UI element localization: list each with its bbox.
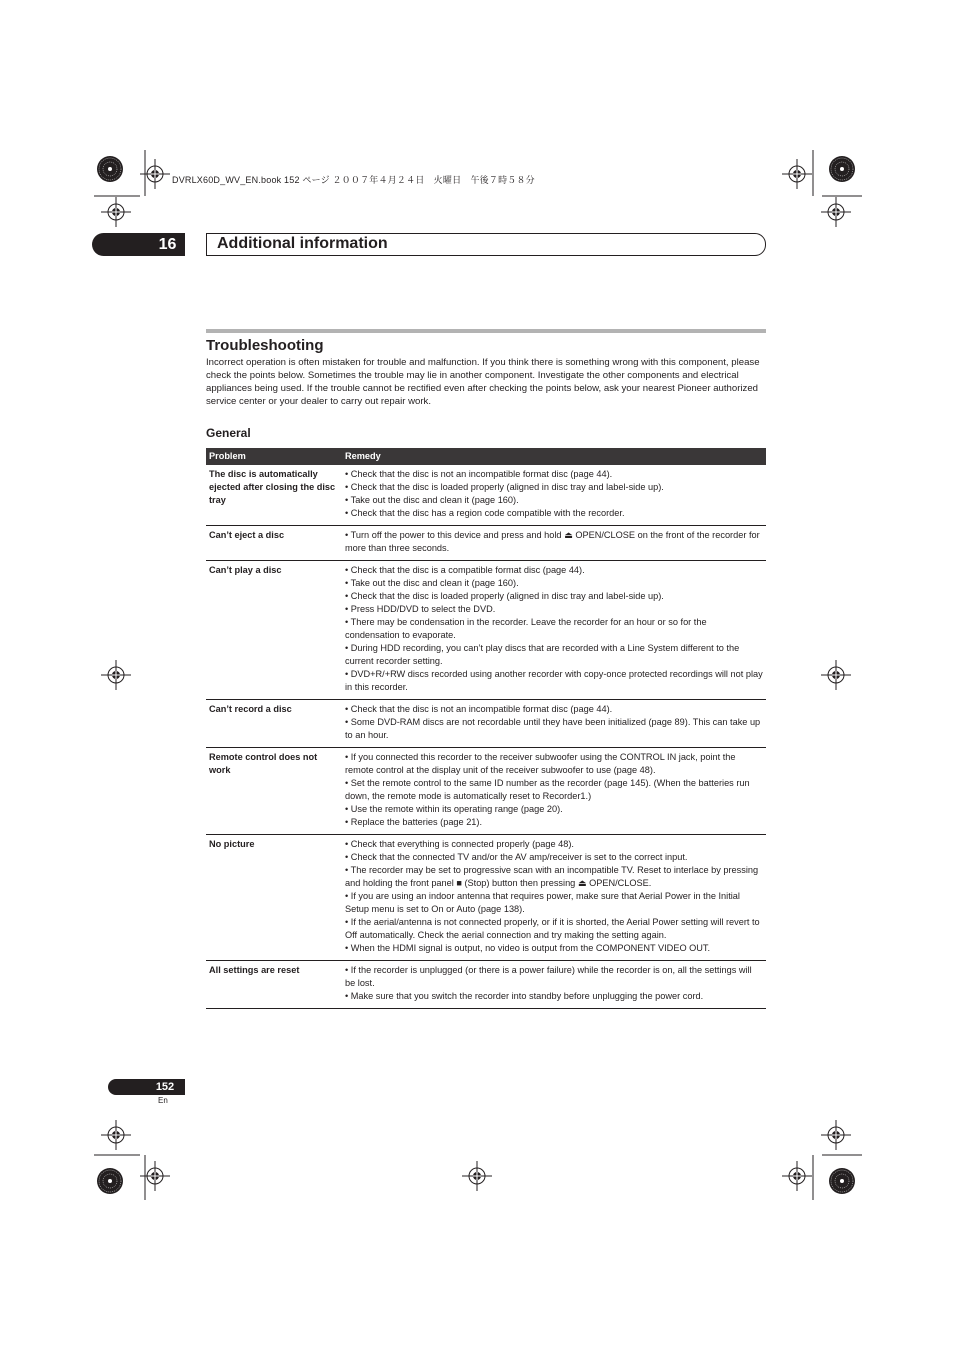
remedy-item: • Make sure that you switch the recorder into standby before unplugging the power cord. (345, 991, 704, 1001)
problem-cell: The disc is automatically ejected after closing the disc tray (206, 465, 342, 526)
file-info-line: DVRLX60D_WV_EN.book 152 ページ ２００７年４月２４日 火曜日 午後７時５８分 (172, 175, 535, 185)
remedy-cell (342, 961, 766, 1009)
registration-mark-icon (782, 1161, 812, 1191)
subsection-title: General (206, 426, 251, 440)
remedy-item: • When the HDMI signal is output, no video is output from the COMPONENT VIDEO OUT. (345, 943, 711, 953)
remedy-item: • Check that the connected TV and/or the AV amp/receiver is set to the correct input. (345, 852, 688, 862)
problem-cell: All settings are reset (206, 961, 342, 1009)
header-problem: Problem (206, 448, 342, 465)
problem-cell: No picture (206, 835, 342, 961)
remedy-item: • Check that the disc is loaded properly (aligned in disc tray and label-side up). (345, 482, 664, 492)
remedy-item: • Some DVD-RAM discs are not recordable until they have been initialized (page 89). This can take up to an hour. (345, 717, 761, 740)
remedy-item: • If the recorder is unplugged (or there is a power failure) while the recorder is on, all the settings will be lost. (345, 965, 752, 988)
remedy-cell (342, 465, 766, 526)
remedy-cell (342, 835, 766, 961)
problem-cell: Remote control does not work (206, 748, 342, 835)
starburst-mark-icon (829, 1168, 855, 1194)
remedy-item: • Replace the batteries (page 21). (345, 817, 483, 827)
remedy-item: • DVD+R/+RW discs recorded using another recorder with copy-once protected recordings will not play in this recorder. (345, 669, 763, 692)
starburst-mark-icon (829, 156, 855, 182)
remedy-item: • Check that the disc has a region code compatible with the recorder. (345, 508, 625, 518)
remedy-cell (342, 748, 766, 835)
remedy-item: • Check that the disc is not an incompatible format disc (page 44). (345, 469, 613, 479)
registration-mark-icon (782, 159, 812, 189)
remedy-item: • Check that everything is connected properly (page 48). (345, 839, 574, 849)
remedy-item: • If you connected this recorder to the receiver subwoofer using the CONTROL IN jack, point the remote control at the display unit of the receiver subwoofer to use (page 48). (345, 752, 736, 775)
section-rule (206, 329, 766, 333)
remedy-item: • Check that the disc is not an incompatible format disc (page 44). (345, 704, 613, 714)
remedy-item: • During HDD recording, you can’t play discs that are recorded with a Line System different to the current recorder setting. (345, 643, 740, 666)
registration-mark-icon (101, 660, 131, 690)
remedy-item: • Take out the disc and clean it (page 160). (345, 495, 519, 505)
remedy-item: • Take out the disc and clean it (page 160). (345, 578, 519, 588)
remedy-item: • Set the remote control to the same ID number as the recorder (page 145). (When the batteries run down, the remote mode is automatically reset to Recorder1.) (345, 778, 750, 801)
remedy-item: • The recorder may be set to progressive scan with an incompatible TV. Reset to interlace by pressing and holding the front panel ■ (Stop) button then pressing ⏏ OPEN/CLOSE. (345, 865, 759, 888)
remedy-item: • Turn off the power to this device and press and hold ⏏ OPEN/CLOSE on the front of the recorder for more than three seconds. (345, 530, 760, 553)
chapter-number: 16 (158, 236, 177, 253)
remedy-cell (342, 700, 766, 748)
table-row (206, 748, 766, 835)
header-remedy: Remedy (342, 448, 766, 465)
remedy-item: • If you are using an indoor antenna that requires power, make sure that Aerial Power in the Initial Setup menu is set to On or Auto (page 138). (345, 891, 740, 914)
registration-mark-icon (821, 660, 851, 690)
chapter-title: Additional information (217, 235, 388, 252)
starburst-mark-icon (97, 156, 123, 182)
registration-mark-icon (821, 197, 851, 227)
table-row (206, 700, 766, 748)
remedy-item: • If the aerial/antenna is not connected properly, or if it is shorted, the Aerial Power setting will revert to Off automatically. Check the aerial connection and try making the setting again. (345, 917, 760, 940)
table-row (206, 526, 766, 561)
troubleshooting-table (206, 448, 766, 1009)
problem-cell: Can’t record a disc (206, 700, 342, 748)
problem-cell: Can’t eject a disc (206, 526, 342, 561)
remedy-cell (342, 561, 766, 700)
registration-mark-icon (101, 197, 131, 227)
registration-mark-icon (101, 1120, 131, 1150)
table-row (206, 835, 766, 961)
registration-mark-icon (462, 1161, 492, 1191)
remedy-item: • There may be condensation in the recorder. Leave the recorder for an hour or so for the condensation to evaporate. (345, 617, 707, 640)
page-number: 152 (155, 1081, 175, 1093)
remedy-cell (342, 526, 766, 561)
section-title: Troubleshooting (206, 337, 324, 354)
remedy-item: • Check that the disc is loaded properly (aligned in disc tray and label-side up). (345, 591, 664, 601)
registration-mark-icon (821, 1120, 851, 1150)
remedy-item: • Use the remote within its operating range (page 20). (345, 804, 563, 814)
starburst-mark-icon (97, 1168, 123, 1194)
table-row (206, 961, 766, 1009)
table-header-row (206, 448, 766, 465)
remedy-item: • Press HDD/DVD to select the DVD. (345, 604, 496, 614)
language-code: En (158, 1096, 168, 1105)
problem-cell: Can’t play a disc (206, 561, 342, 700)
intro-paragraph: Incorrect operation is often mistaken for trouble and malfunction. If you think there is something wrong with this component, please check the points below. Sometimes the trouble may lie in another component. Investigate the other components and electrical appliances being used. If the trouble cannot be rectified even after checking the points below, ask your nearest Pioneer authorized service center or your dealer to carry out repair work. (206, 357, 760, 407)
table-row (206, 465, 766, 526)
remedy-item: • Check that the disc is a compatible format disc (page 44). (345, 565, 585, 575)
table-row (206, 561, 766, 700)
